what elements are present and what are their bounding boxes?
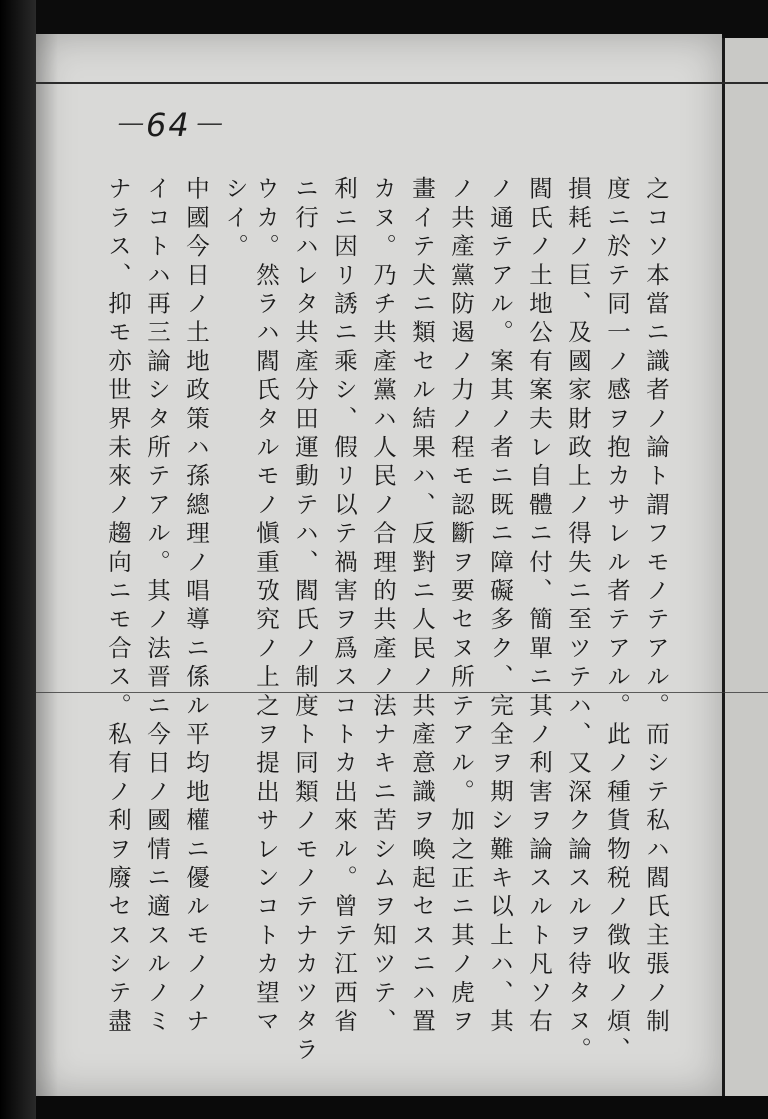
text-column-14: イコトハ再三論シタ所テアル。其ノ法晋ニ今日ノ國情ニ適スルノミ bbox=[143, 176, 171, 1037]
text-column-15: ナラス、抑モ亦世界未來ノ趨向ニモ合ス。私有ノ利ヲ廢セスシテ盡 bbox=[104, 176, 132, 1037]
text-column-3: 損耗ノ巨、及國家財政上ノ得失ニ至ツテハ、又深ク論スルヲ待タヌ。 bbox=[564, 176, 592, 1066]
scan-bottom-border bbox=[36, 1096, 768, 1119]
top-rule bbox=[36, 82, 768, 84]
text-column-10: ニ行ハレタ共產分田運動テハ、閻氏ノ制度ト同類ノモノテナカツタラ bbox=[291, 176, 319, 1066]
text-column-2: 度ニ於テ同一ノ感ヲ抱カサレル者テアル。此ノ種貨物税ノ徴收ノ煩、 bbox=[603, 176, 631, 1066]
page-number: －64－ bbox=[112, 106, 225, 144]
text-column-13: 中國今日ノ土地政策ハ孫總理ノ唱導ニ係ル平均地權ニ優ルモノノナ bbox=[182, 176, 210, 1037]
text-column-11: ウカ。然ラハ閻氏タルモノ愼重攷究ノ上之ヲ提出サレンコトカ望マ bbox=[252, 176, 280, 1037]
text-column-12: シイ。 bbox=[221, 176, 249, 263]
text-column-7: 畫イテ犬ニ類セル結果ハ、反對ニ人民ノ共產意識ヲ喚起セスニハ置 bbox=[408, 176, 436, 1037]
text-column-5: ノ通テアル。案其ノ者ニ既ニ障礙多ク、完全ヲ期シ難キ以上ハ、其 bbox=[486, 176, 514, 1038]
adjacent-page-edge bbox=[722, 38, 768, 1096]
text-column-4: 閻氏ノ土地公有案夫レ自體ニ付、簡單ニ其ノ利害ヲ論スルト凡ソ右 bbox=[525, 176, 553, 1038]
text-column-9: 利ニ因リ誘ニ乘シ、假リ以テ禍害ヲ爲スコトカ出來ル。曾テ江西省 bbox=[330, 176, 358, 1037]
text-column-8: カヌ。乃チ共產黨ハ人民ノ合理的共產ノ法ナキニ苦シムヲ知ツテ、 bbox=[369, 176, 397, 1037]
text-column-1: 之コソ本當ニ識者ノ論ト謂フモノテアル。而シテ私ハ閻氏主張ノ制 bbox=[642, 176, 670, 1038]
text-column-6: ノ共產黨防遏ノ力ノ程モ認斷ヲ要セヌ所テアル。加之正ニ其ノ虎ヲ bbox=[447, 176, 475, 1037]
scan-left-border bbox=[0, 0, 36, 1119]
